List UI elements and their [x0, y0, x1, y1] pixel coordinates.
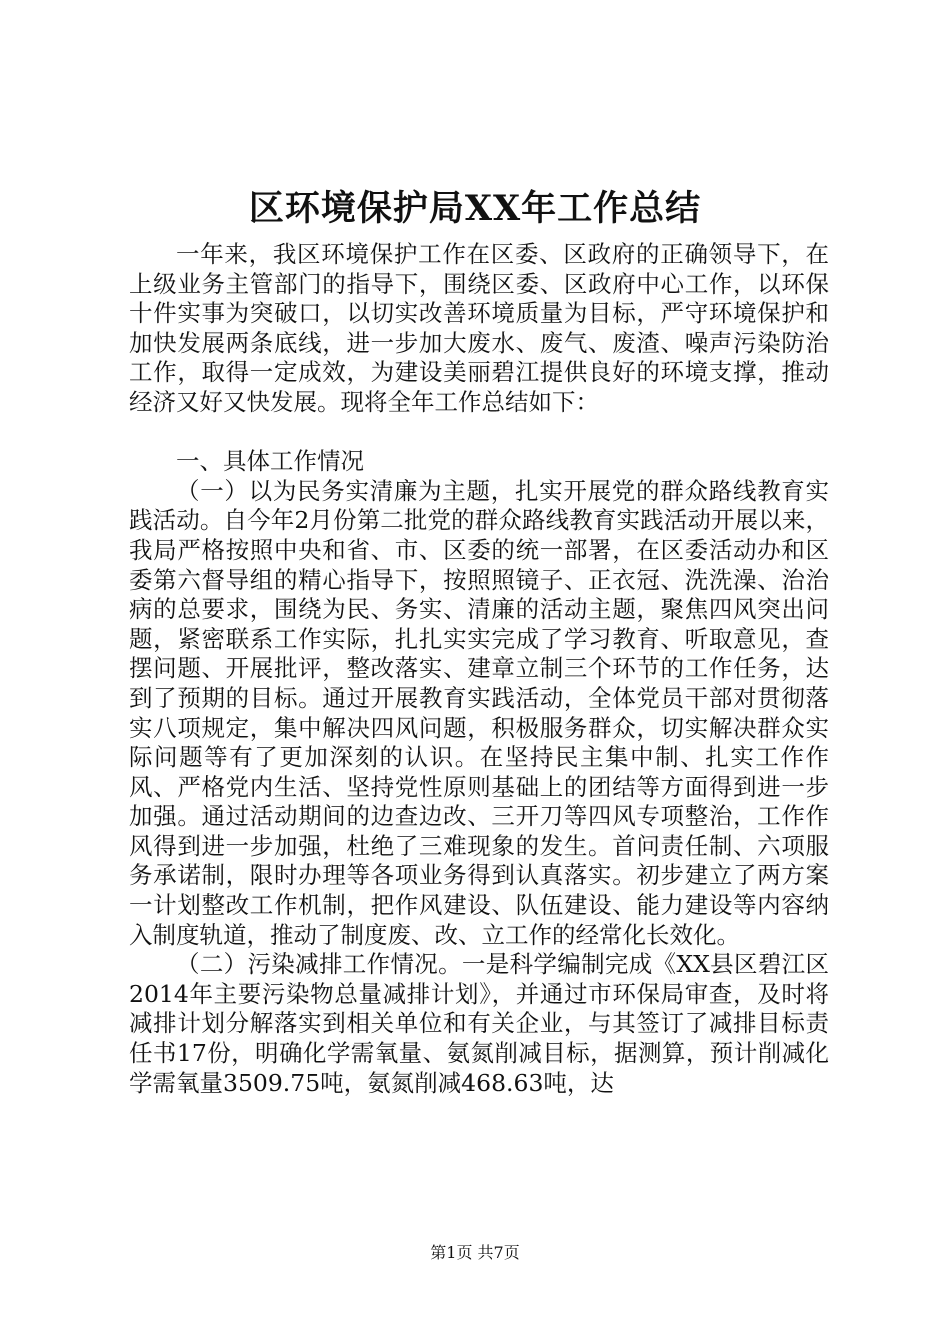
- body-paragraph-2: （二）污染减排工作情况。一是科学编制完成《XX县区碧江区2014年主要污染物总量减排计划》，并通过市环保局审查，及时将减排计划分解落实到相关单位和有关企业，与其签订了减排目标责任书17份，明确化学需氧量、氨氮削减目标，据测算，预计削减化学需氧量3509.75吨，氨氮削减468.63吨，达: [129, 950, 829, 1097]
- intro-paragraph: 一年来，我区环境保护工作在区委、区政府的正确领导下，在上级业务主管部门的指导下，围绕区委、区政府中心工作，以环保十件实事为突破口，以切实改善环境质量为目标，严守环境保护和加快发展两条底线，进一步加大废水、废气、废渣、噪声污染防治工作，取得一定成效，为建设美丽碧江提供良好的环境支撑，推动经济又好又快发展。现将全年工作总结如下：: [129, 240, 829, 416]
- section-heading: 一、具体工作情况: [176, 447, 364, 476]
- document-title: 区环境保护局XX年工作总结: [248, 188, 702, 229]
- body-paragraph-1: （一）以为民务实清廉为主题，扎实开展党的群众路线教育实践活动。自今年2月份第二批党的群众路线教育实践活动开展以来，我局严格按照中央和省、市、区委的统一部署，在区委活动办和区委第六督导组的精心指导下，按照照镜子、正衣冠、洗洗澡、治治病的总要求，围绕为民、务实、清廉的活动主题，聚焦四风突出问题，紧密联系工作实际，扎扎实实完成了学习教育、听取意见，查摆问题、开展批评，整改落实、建章立制三个环节的工作任务，达到了预期的目标。通过开展教育实践活动，全体党员干部对贯彻落实八项规定，集中解决四风问题，积极服务群众，切实解决群众实际问题等有了更加深刻的认识。在坚持民主集中制、扎实工作作风、严格党内生活、坚持党性原则基础上的团结等方面得到进一步加强。通过活动期间的边查边改、三开刀等四风专项整治，工作作风得到进一步加强，杜绝了三难现象的发生。首问责任制、六项服务承诺制，限时办理等各项业务得到认真落实。初步建立了两方案一计划整改工作机制，把作风建设、队伍建设、能力建设等内容纳入制度轨道，推动了制度废、改、立工作的经常化长效化。: [129, 476, 829, 949]
- page-footer: 第1页 共7页: [430, 1243, 520, 1262]
- document-body: [129, 240, 829, 1098]
- paragraph-spacer: [129, 418, 829, 448]
